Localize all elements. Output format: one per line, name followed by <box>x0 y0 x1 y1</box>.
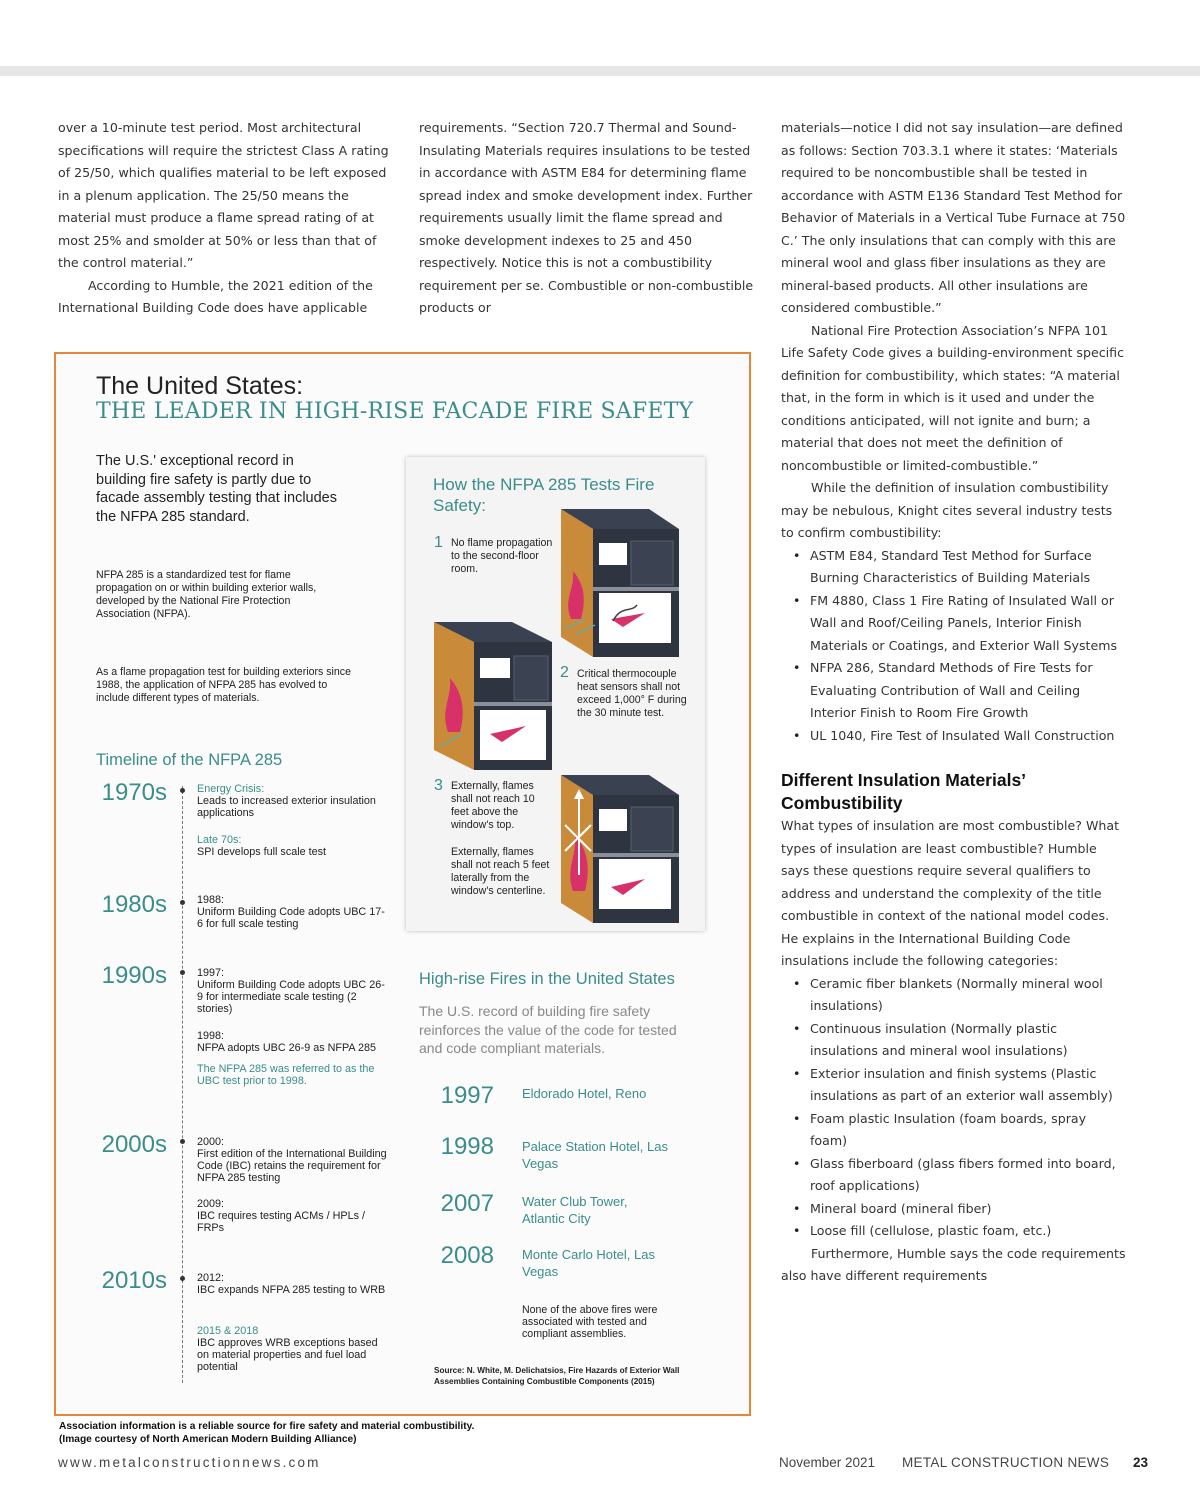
fire-year: 2008 <box>440 1242 494 1269</box>
paragraph: Furthermore, Humble says the code requirements also have different requirements <box>781 1245 1126 1283</box>
nfpa-definition: NFPA 285 is a standardized test for flame propagation on or within building exterior walls, developed by the National Fire Protection Association (NFPA). <box>96 569 317 620</box>
list-item: • NFPA 286, Standard Methods of Fire Tests for Evaluating Contribution of Wall and Ceiling Interior Finish to Room Fire Growth <box>781 657 1126 725</box>
list-item: • ASTM E84, Standard Test Method for Surface Burning Characteristics of Building Materials <box>781 545 1126 590</box>
step-number: 3 <box>434 777 443 794</box>
top-divider-bar <box>0 66 1200 76</box>
building-illustration <box>561 509 681 659</box>
paragraph: materials—notice I did not say insulation—are defined as follows: Section 703.3.1 where it states: ‘Materials required to be noncombustible shall be tested in accordance with ASTM E136 Standard Test Method for Behavior of Materials in a Vertical Tube Furnace at 750 C.’ The only insulations that can comply with this are mineral wool and glass fiber insulations as they are mineral-based products. All other insulations are considered combustible.” <box>781 120 1126 315</box>
caption-line: Association information is a reliable source for fire safety and material combustibility. <box>59 1421 475 1432</box>
section-heading: Different Insulation Materials’ Combustibility <box>781 770 1026 813</box>
figure-caption <box>59 1421 759 1446</box>
event-label: 2012: <box>197 1272 225 1284</box>
list-item: • Foam plastic Insulation (foam boards, spray foam) <box>781 1108 1126 1153</box>
timeline-event <box>197 1198 387 1234</box>
event-label: 2009: <box>197 1198 225 1210</box>
footer-website: www.metalconstructionnews.com <box>58 1455 321 1470</box>
event-text: First edition of the International Building Code (IBC) retains the requirement for NFPA 285 testing <box>197 1148 387 1184</box>
event-text: IBC requires testing ACMs / HPLs / FRPs <box>197 1210 366 1234</box>
event-text: Uniform Building Code adopts UBC 26-9 for intermediate scale testing (2 stories) <box>197 979 385 1015</box>
event-label: 2000: <box>197 1136 225 1148</box>
timeline-event <box>197 1272 387 1296</box>
timeline-event <box>197 967 387 1015</box>
event-label: 1988: <box>197 894 225 906</box>
event-label: Energy Crisis: <box>197 783 265 795</box>
paragraph: over a 10-minute test period. Most architectural specifications will require the strictest Class A rating of 25/50, which qualifies material to be left exposed in a plenum application. The 25/50 means the material must produce a flame spread rating of at most 25% and smolder at 50% or less than that of the control material.” <box>58 120 389 270</box>
fire-name: Palace Station Hotel, Las Vegas <box>522 1139 668 1171</box>
decade-label: 2000s <box>101 1131 167 1158</box>
decade-label: 2010s <box>101 1267 167 1294</box>
step-number: 1 <box>434 534 443 551</box>
decade-label: 1980s <box>101 891 167 918</box>
article-column-3 <box>781 117 1126 1288</box>
fires-intro: The U.S. record of building fire safety reinforces the value of the code for tested and code compliant materials. <box>419 1003 677 1056</box>
timeline-event <box>197 1325 387 1373</box>
event-label: 2015 & 2018 <box>197 1325 259 1337</box>
event-text: IBC expands NFPA 285 testing to WRB <box>197 1284 386 1296</box>
step-text: No flame propagation to the second-floor room. <box>451 537 553 575</box>
article-column-2 <box>419 117 764 320</box>
event-text: Leads to increased exterior insulation applications <box>197 795 376 819</box>
timeline-event <box>197 1030 387 1087</box>
building-illustration <box>434 622 554 772</box>
infographic-intro: The U.S.' exceptional record in building fire safety is partly due to facade assembly testing that includes the NFPA 285 standard. <box>96 453 337 525</box>
list-item: • Glass fiberboard (glass fibers formed into board, roof applications) <box>781 1153 1126 1198</box>
paragraph: According to Humble, the 2021 edition of the International Building Code does have applicable <box>58 277 373 315</box>
timeline-dot <box>180 900 185 905</box>
event-note: The NFPA 285 was referred to as the UBC test prior to 1998. <box>197 1063 375 1087</box>
list-item: • Mineral board (mineral fiber) <box>781 1198 1126 1221</box>
list-item: • Continuous insulation (Normally plastic insulations and mineral wool insulations) <box>781 1018 1126 1063</box>
footer-date: November 2021 <box>779 1455 876 1470</box>
step-text: Critical thermocouple heat sensors shall not exceed 1,000° F during the 30 minute test. <box>577 668 687 719</box>
infographic-subtitle: THE LEADER IN HIGH-RISE FACADE FIRE SAFETY <box>96 399 694 424</box>
article-column-1 <box>58 117 398 320</box>
timeline-dot <box>180 788 185 793</box>
fire-name: Eldorado Hotel, Reno <box>522 1086 647 1101</box>
timeline-event <box>197 1136 387 1184</box>
event-text: IBC approves WRB exceptions based on material properties and fuel load potential <box>197 1337 378 1373</box>
panel-heading: How the NFPA 285 Tests Fire Safety: <box>433 475 655 515</box>
event-label: Late 70s: <box>197 834 242 846</box>
step-text: Externally, flames shall not reach 5 feet laterally from the window's centerline. <box>451 846 550 897</box>
timeline-dot <box>180 1276 185 1281</box>
timeline-event <box>197 894 387 930</box>
step-text: Externally, flames shall not reach 10 feet above the window's top. <box>451 780 535 831</box>
timeline-dot <box>180 970 185 975</box>
fire-year: 2007 <box>440 1190 494 1217</box>
timeline-heading: Timeline of the NFPA 285 <box>96 751 283 769</box>
timeline-dot <box>180 1139 185 1144</box>
fire-name: Monte Carlo Hotel, Las Vegas <box>522 1247 655 1279</box>
list-item: • Loose fill (cellulose, plastic foam, etc.) <box>781 1220 1126 1243</box>
figure-source: Source: N. White, M. Delichatsios, Fire Hazards of Exterior Wall Assemblies Containing Combustible Components (2015) <box>434 1366 680 1386</box>
timeline-line <box>182 786 183 1383</box>
event-text: NFPA adopts UBC 26-9 as NFPA 285 <box>197 1042 377 1054</box>
list-item: • FM 4880, Class 1 Fire Rating of Insulated Wall or Wall and Roof/Ceiling Panels, Interior Finish Materials or Coatings, and Exterior Wall Systems <box>781 590 1126 658</box>
fire-name: Water Club Tower, Atlantic City <box>522 1194 628 1226</box>
footer-publication: METAL CONSTRUCTION NEWS <box>902 1455 1110 1470</box>
infographic-figure <box>54 352 751 1416</box>
paragraph: While the definition of insulation combustibility may be nebulous, Knight cites several industry tests to confirm combustibility: <box>781 480 1113 540</box>
event-label: 1998: <box>197 1030 225 1042</box>
decade-label: 1990s <box>101 962 167 989</box>
event-label: 1997: <box>197 967 225 979</box>
combustibility-tests-list <box>781 545 1126 748</box>
event-text: SPI develops full scale test <box>197 846 327 858</box>
list-item: • Ceramic fiber blankets (Normally mineral wool insulations) <box>781 973 1126 1018</box>
list-item: • UL 1040, Fire Test of Insulated Wall Construction <box>781 725 1126 748</box>
caption-credit: (Image courtesy of North American Modern Building Alliance) <box>59 1433 357 1445</box>
page-number: 23 <box>1133 1455 1149 1470</box>
fires-note: None of the above fires were associated with tested and compliant assemblies. <box>522 1304 658 1340</box>
insulation-categories-list <box>781 973 1126 1243</box>
paragraph: requirements. “Section 720.7 Thermal and Sound-Insulating Materials requires insulations to be tested in accordance with ASTM E84 for determining flame spread index and smoke development index. Further requirements usually limit the flame spread and smoke development indexes to 25 and 450 respectively. Notice this is not a combustibility requirement per se. Combustible or non-combustible products or <box>419 120 754 315</box>
nfpa-test-panel <box>406 457 705 931</box>
nfpa-history-note: As a flame propagation test for building exteriors since 1988, the application of NFPA 285 has evolved to include different types of materials. <box>96 666 351 704</box>
step-number: 2 <box>560 664 569 681</box>
paragraph: What types of insulation are most combustible? What types of insulation are least combustible? Humble says these questions require several qualifiers to address and understand the complexity of the title combustible in context of the national model codes. He explains in the International Building Code insulations include the following categories: <box>781 818 1120 968</box>
fire-year: 1998 <box>440 1133 494 1160</box>
paragraph: National Fire Protection Association’s NFPA 101 Life Safety Code gives a building-environment specific definition for combustibility, which states: “A material that, in the form in which is it used and under the conditions anticipated, will not ignite and burn; a material that does not meet the definition of noncombustible or limited-combustible.” <box>781 322 1124 473</box>
infographic-title: The United States: <box>96 372 304 400</box>
building-illustration <box>561 775 681 925</box>
fires-heading: High-rise Fires in the United States <box>419 970 675 988</box>
timeline-event <box>197 783 387 819</box>
event-text: Uniform Building Code adopts UBC 17-6 for full scale testing <box>197 906 385 930</box>
fire-year: 1997 <box>440 1082 494 1109</box>
timeline-event <box>197 834 387 858</box>
list-item: • Exterior insulation and finish systems (Plastic insulations as part of an exterior wall assembly) <box>781 1063 1126 1108</box>
decade-label: 1970s <box>101 779 167 806</box>
